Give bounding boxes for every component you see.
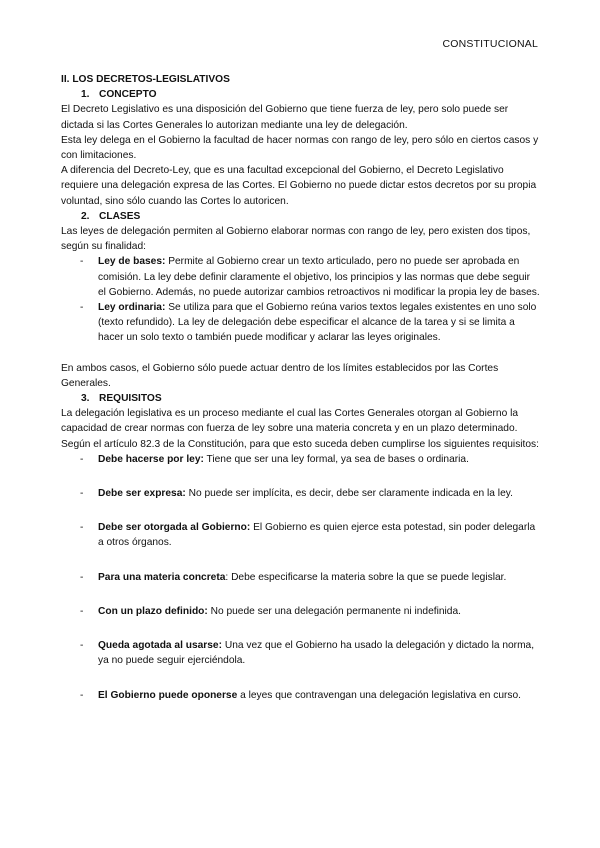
list-item-text: Permite al Gobierno crear un texto articulado, pero no puede ser aprobada en comisión. La ley debe definir claramente el objetivo, los principios y las normas que debe seguir el Gobierno. Además, no puede autorizar cambios retroactivos ni modificar la propia ley de bases. xyxy=(98,256,540,298)
paragraph: Las leyes de delegación permiten al Gobierno elaborar normas con rango de ley, pero existen dos tipos, según su finalidad: xyxy=(61,226,531,253)
list-dash: - xyxy=(80,640,84,652)
list-item xyxy=(61,452,540,467)
document-body xyxy=(61,72,540,722)
list-dash: - xyxy=(80,453,84,465)
list-item-term: Con un plazo definido: xyxy=(98,605,208,617)
list-item-text: Una vez que el Gobierno ha usado la delegación y dictado la norma, ya no puede seguir ejerciéndola. xyxy=(98,640,535,667)
list-item-term: Debe ser expresa: xyxy=(98,488,186,500)
list-item-term: Debe ser otorgada al Gobierno: xyxy=(98,522,251,534)
subheading-number: 2. xyxy=(81,210,90,222)
list-item xyxy=(61,520,540,550)
list-item-text: Se utiliza para que el Gobierno reúna varios textos legales existentes en uno solo (texto refundido). La ley de delegación debe especificar el alcance de la tarea y si se limita a hacer un solo texto o también puede modificar y aclarar las leyes originales. xyxy=(98,302,537,344)
list-dash: - xyxy=(80,605,84,617)
section-title: II. LOS DECRETOS-LEGISLATIVOS xyxy=(61,74,230,85)
list-item-term: Para una materia concreta xyxy=(98,571,226,583)
list-dash: - xyxy=(80,302,84,314)
subheading-number: 3. xyxy=(81,393,90,405)
subheading-concepto xyxy=(61,87,540,102)
list-item-text: No puede ser una delegación permanente ni indefinida. xyxy=(207,605,461,617)
clases-list xyxy=(61,254,540,345)
list-item xyxy=(61,604,540,619)
paragraph: El Decreto Legislativo es una disposición del Gobierno que tiene fuerza de ley, pero solo puede ser dictada si las Cortes Generales lo autorizan mediante una ley de delegación. xyxy=(61,104,509,131)
subheading-number: 1. xyxy=(81,89,90,101)
subheading-text: REQUISITOS xyxy=(99,393,162,405)
list-item xyxy=(61,254,540,300)
paragraph: A diferencia del Decreto-Ley, que es una facultad excepcional del Gobierno, el Decreto Legislativo requiere una delegación expresa de las Cortes. El Gobierno no puede dictar estos decretos por su propia voluntad, sino sólo cuando las Cortes lo autoricen. xyxy=(61,165,537,207)
subheading-text: CONCEPTO xyxy=(99,89,157,101)
list-item xyxy=(61,486,540,501)
spacer xyxy=(61,346,540,361)
list-item-term: El Gobierno puede oponerse xyxy=(98,689,238,701)
requisitos-list xyxy=(61,452,540,703)
list-item-text: a leyes que contravengan una delegación legislativa en curso. xyxy=(237,689,521,701)
list-item-text: : Debe especificarse la materia sobre la que se puede legislar. xyxy=(225,571,507,583)
list-dash: - xyxy=(80,488,84,500)
paragraph: Según el artículo 82.3 de la Constitución, para que esto suceda deben cumplirse los siguientes requisitos: xyxy=(61,438,539,450)
subheading-clases xyxy=(61,209,540,224)
paragraph: En ambos casos, el Gobierno sólo puede actuar dentro de los límites establecidos por las Cortes Generales. xyxy=(61,362,499,389)
list-dash: - xyxy=(80,256,84,268)
list-item-text: Tiene que ser una ley formal, ya sea de bases o ordinaria. xyxy=(203,453,469,465)
list-item-text: El Gobierno es quien ejerce esta potestad, sin poder delegarla a otros órganos. xyxy=(98,522,536,549)
list-item xyxy=(61,688,540,703)
subheading-requisitos xyxy=(61,391,540,406)
list-item-term: Ley ordinaria: xyxy=(98,302,166,314)
list-dash: - xyxy=(80,571,84,583)
list-dash: - xyxy=(80,522,84,534)
list-item xyxy=(61,570,540,585)
list-dash: - xyxy=(80,689,84,701)
page-header: CONSTITUCIONAL xyxy=(442,38,538,50)
paragraph: La delegación legislativa es un proceso mediante el cual las Cortes Generales otorgan al Gobierno la capacidad de crear normas con fuerza de ley sobre una materia concreta y en un plazo determinado. xyxy=(61,408,519,435)
list-item-text: No puede ser implícita, es decir, debe ser claramente indicada en la ley. xyxy=(185,488,513,500)
list-item xyxy=(61,300,540,346)
subheading-text: CLASES xyxy=(99,210,141,222)
list-item xyxy=(61,638,540,668)
list-item-term: Debe hacerse por ley: xyxy=(98,453,204,465)
list-item-term: Queda agotada al usarse: xyxy=(98,640,222,652)
paragraph: Esta ley delega en el Gobierno la facultad de hacer normas con rango de ley, pero sólo en ciertos casos y con limitaciones. xyxy=(61,134,539,162)
list-item-term: Ley de bases: xyxy=(98,256,166,268)
